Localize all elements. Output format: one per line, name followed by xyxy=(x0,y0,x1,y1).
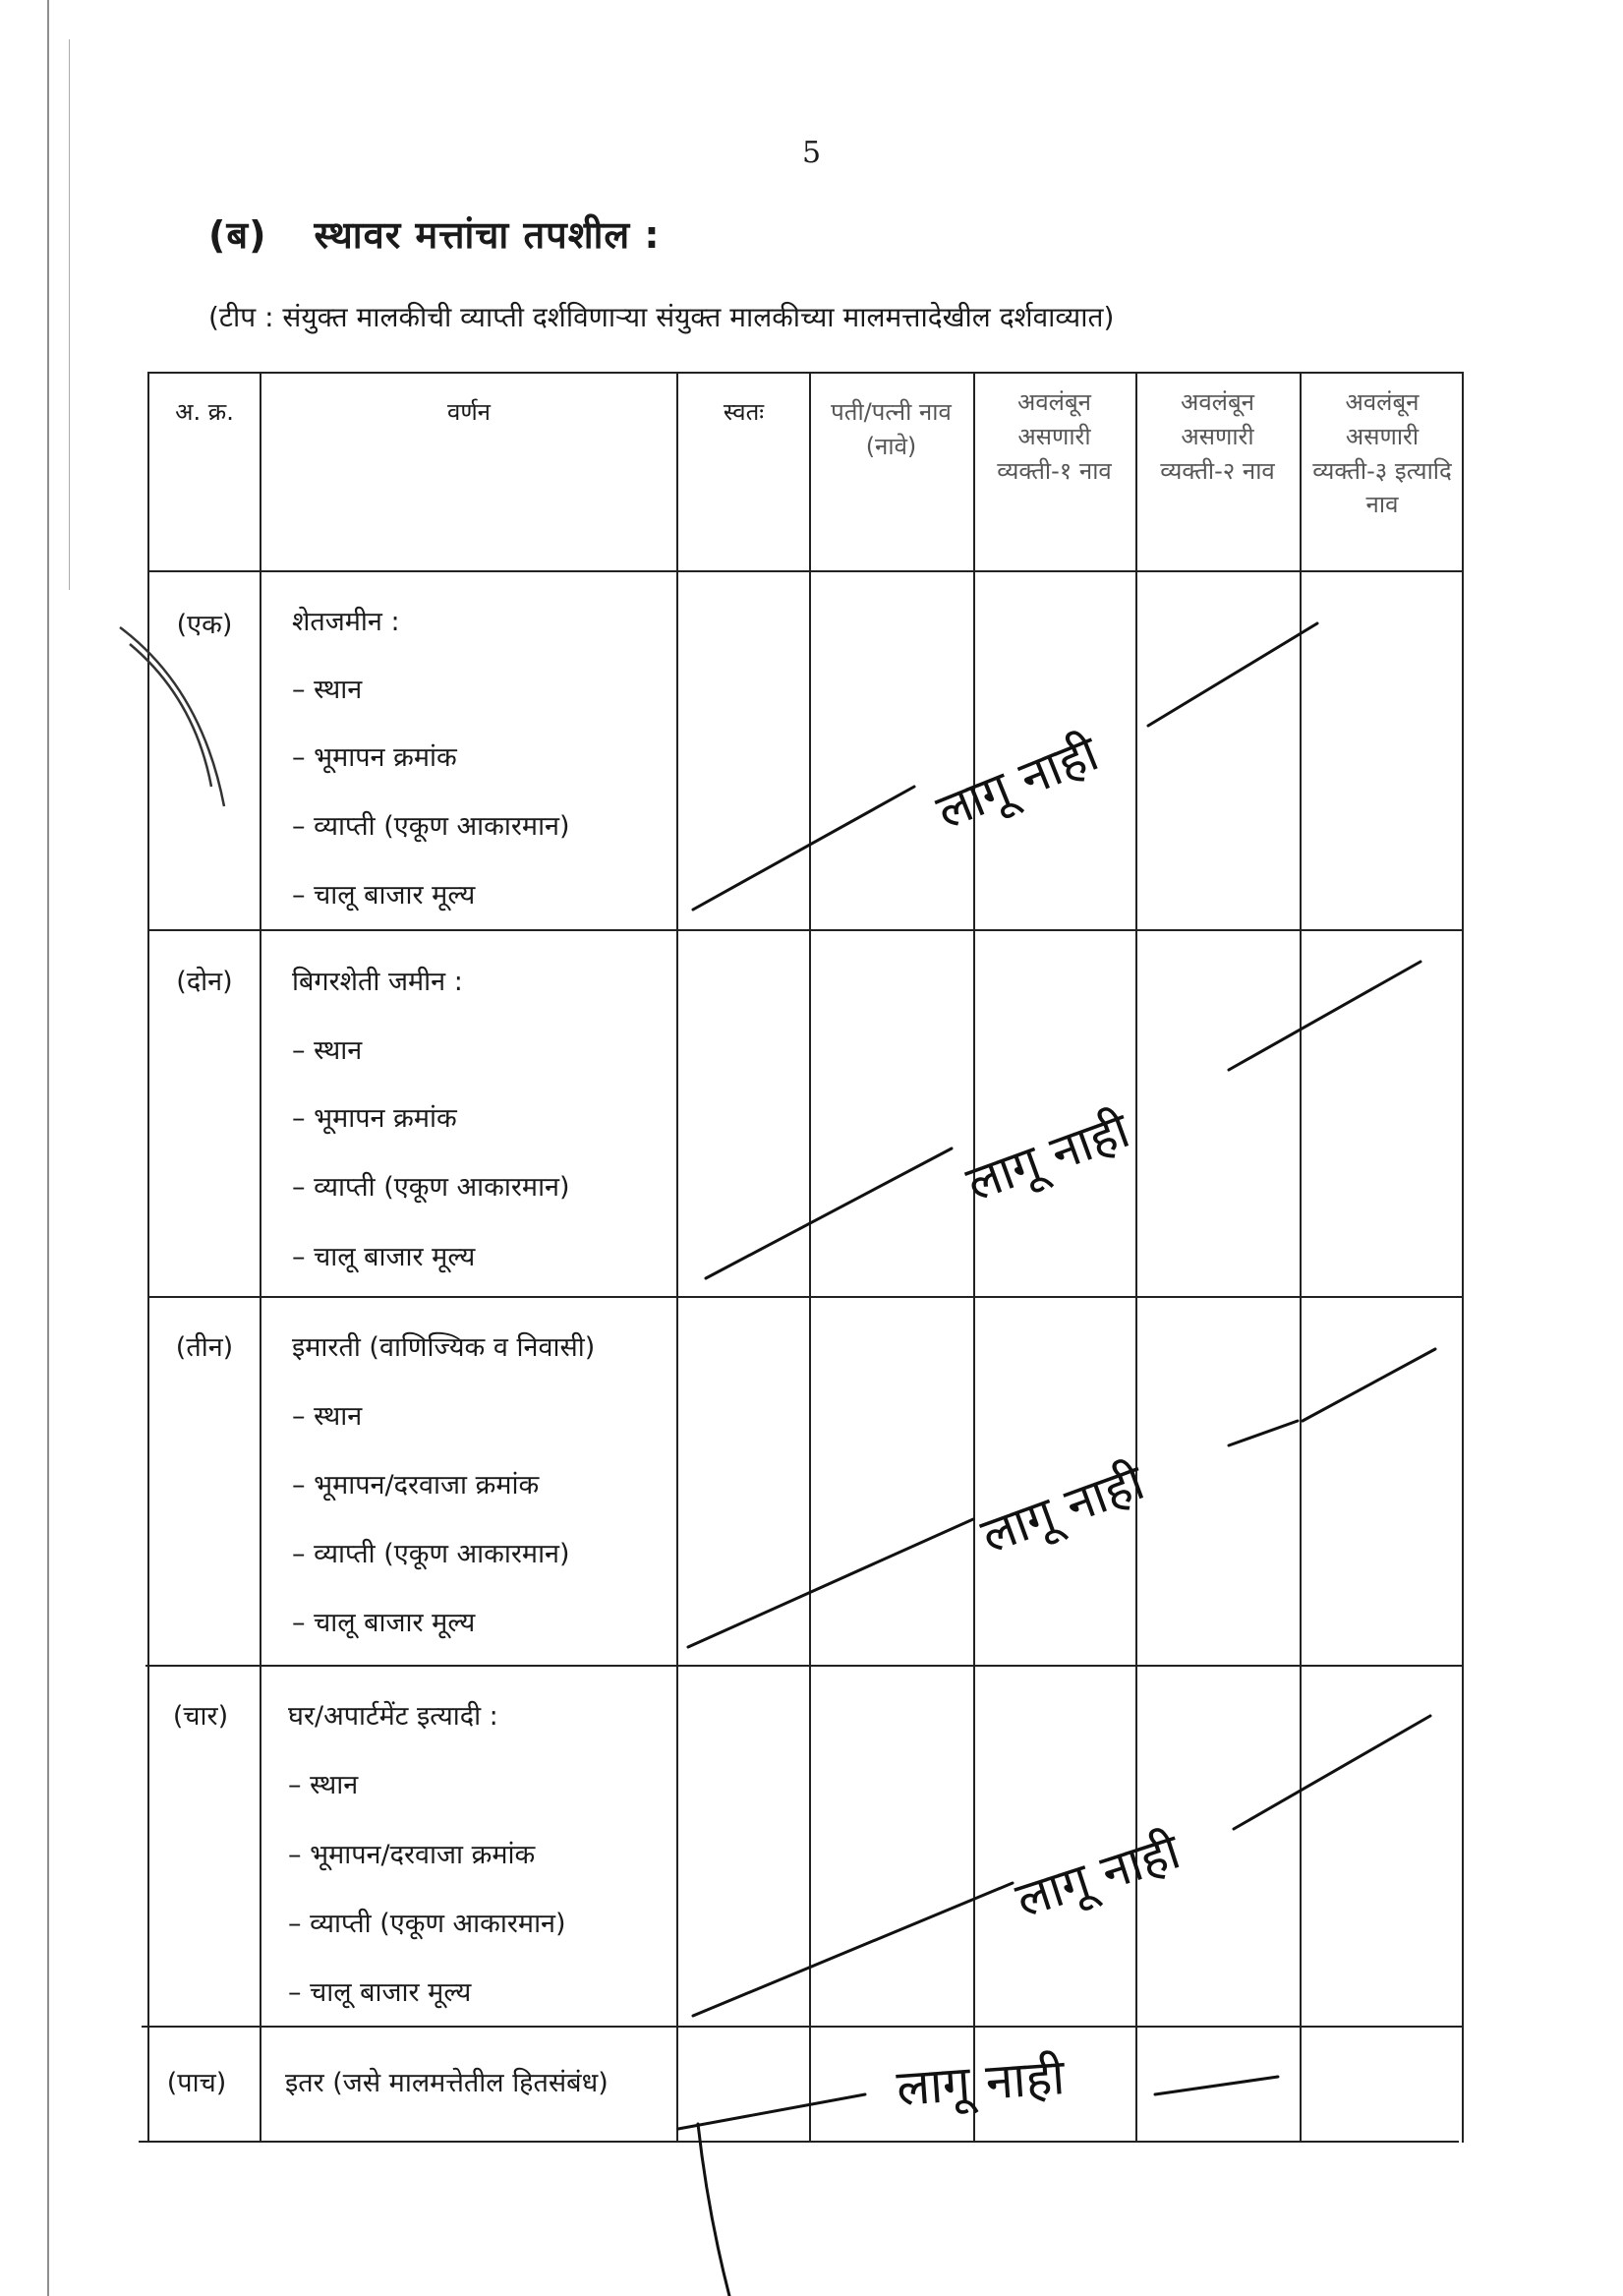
row-4-serial: (चार) xyxy=(172,1701,229,1732)
margin-arc xyxy=(120,627,224,806)
row-4-title: घर/अपार्टमेंट इत्यादी : xyxy=(288,1701,498,1732)
page-number: 5 xyxy=(801,136,822,170)
row-2-item: – चालू बाजार मूल्य xyxy=(292,1242,476,1272)
strike-line xyxy=(688,1519,973,1647)
strike-line xyxy=(678,2094,865,2129)
row-1-item: – चालू बाजार मूल्य xyxy=(292,880,476,911)
strike-line xyxy=(1148,623,1317,726)
row-1-item: – व्याप्ती (एकूण आकारमान) xyxy=(292,811,570,842)
row-4-item: – भूमापन/दरवाजा क्रमांक xyxy=(288,1840,536,1870)
row-2-title: बिगरशेती जमीन : xyxy=(292,967,463,997)
handwritten-not-applicable: लागू नाही xyxy=(973,1453,1152,1565)
strike-line xyxy=(698,2124,729,2296)
row-1-item: – स्थान xyxy=(292,675,363,705)
strike-line xyxy=(1229,1421,1298,1445)
strike-line xyxy=(1303,1349,1435,1421)
row-4-item: – व्याप्ती (एकूण आकारमान) xyxy=(288,1909,566,1939)
row-5-serial: (पाच) xyxy=(166,2068,227,2098)
row-4-item: – चालू बाजार मूल्य xyxy=(288,1977,472,2008)
header-dependent-1: अवलंबून असणारी व्यक्ती-१ नाव xyxy=(997,388,1112,485)
scan-margin-line xyxy=(47,0,49,2296)
handwritten-not-applicable: लागू नाही xyxy=(958,1101,1137,1213)
strike-line xyxy=(693,787,914,910)
row-1-item: – भूमापन क्रमांक xyxy=(292,742,457,773)
row-2-item: – भूमापन क्रमांक xyxy=(292,1103,457,1134)
handwritten-not-applicable: लागू नाही xyxy=(928,724,1107,841)
row-2-serial: (दोन) xyxy=(176,967,233,997)
header-dependent-3: अवलंबून असणारी व्यक्ती-३ इत्यादि नाव xyxy=(1312,388,1452,519)
strike-line xyxy=(1234,1716,1430,1829)
strike-line xyxy=(1155,2077,1278,2094)
header-serial: अ. क्र. xyxy=(175,398,234,426)
row-2-item: – व्याप्ती (एकूण आकारमान) xyxy=(292,1172,570,1203)
strike-line xyxy=(1229,962,1420,1070)
row-4-item: – स्थान xyxy=(288,1770,359,1800)
header-dependent-2: अवलंबून असणारी व्यक्ती-२ नाव xyxy=(1160,388,1275,485)
handwritten-not-applicable: लागू नाही xyxy=(895,2048,1067,2117)
row-3-item: – व्याप्ती (एकूण आकारमान) xyxy=(292,1539,570,1569)
note: (टीप : संयुक्त मालकीची व्याप्ती दर्शविणाऱ्या संयुक्त मालकीच्या मालमत्तादेखील दर्शवाव्यात) xyxy=(208,301,1115,333)
margin-arc xyxy=(130,644,211,787)
row-3-serial: (तीन) xyxy=(175,1332,234,1363)
header-description: वर्णन xyxy=(446,398,492,426)
row-2-item: – स्थान xyxy=(292,1035,363,1066)
row-3-item: – स्थान xyxy=(292,1401,363,1432)
scan-margin-line xyxy=(69,39,70,590)
row-1-serial: (एक) xyxy=(176,610,233,640)
header-spouse: पती/पत्नी नाव (नावे) xyxy=(831,398,952,460)
section-title: स्थावर मत्तांचा तपशील : xyxy=(314,213,661,257)
row-5-title: इतर (जसे मालमत्तेतील हितसंबंध) xyxy=(285,2068,609,2098)
row-3-item: – चालू बाजार मूल्य xyxy=(292,1608,476,1638)
header-self: स्वतः xyxy=(723,398,765,426)
section-marker: (ब) xyxy=(208,213,267,257)
handwritten-not-applicable: लागू नाही xyxy=(1009,1822,1188,1929)
row-3-title: इमारती (वाणिज्यिक व निवासी) xyxy=(292,1332,596,1363)
row-3-item: – भूमापन/दरवाजा क्रमांक xyxy=(292,1470,540,1501)
row-1-title: शेतजमीन : xyxy=(292,607,400,637)
strike-line xyxy=(693,1883,1013,2016)
strike-line xyxy=(706,1148,952,1278)
